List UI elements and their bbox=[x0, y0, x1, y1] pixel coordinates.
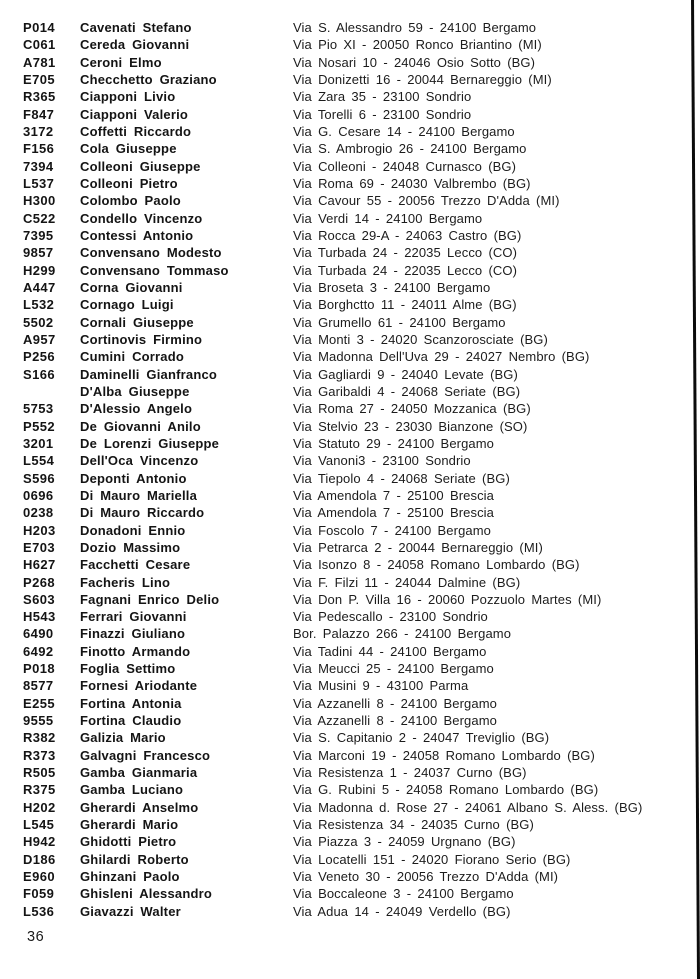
entry-address: Via Meucci 25 - 24100 Bergamo bbox=[293, 661, 494, 677]
entry-address: Via F. Filzi 11 - 24044 Dalmine (BG) bbox=[293, 574, 521, 590]
entry-name: De Giovanni Anilo bbox=[80, 418, 201, 434]
entry-name: De Lorenzi Giuseppe bbox=[80, 435, 220, 451]
entry-code: E705 bbox=[23, 71, 55, 87]
entry-address: Via Boccaleone 3 - 24100 Bergamo bbox=[293, 886, 514, 902]
entry-code: S596 bbox=[23, 470, 55, 486]
entry-code: C522 bbox=[23, 210, 56, 226]
entry-code: A781 bbox=[23, 54, 56, 70]
entry-code: P256 bbox=[23, 349, 55, 365]
entry-address: Via Borghctto 11 - 24011 Alme (BG) bbox=[293, 297, 517, 313]
entry-name: Coffetti Riccardo bbox=[80, 123, 192, 139]
entry-name: Ceroni Elmo bbox=[80, 54, 162, 70]
entry-name: Di Mauro Riccardo bbox=[80, 505, 205, 521]
entry-address: Via Rocca 29-A - 24063 Castro (BG) bbox=[293, 227, 522, 243]
entry-name: Dell'Oca Vincenzo bbox=[80, 453, 199, 469]
entry-address: Via Verdi 14 - 24100 Bergamo bbox=[293, 210, 483, 226]
entry-code: 6492 bbox=[23, 643, 54, 659]
entry-code: 5753 bbox=[23, 401, 54, 417]
entry-code: P552 bbox=[23, 418, 55, 434]
entry-address: Via Foscolo 7 - 24100 Bergamo bbox=[293, 522, 491, 538]
directory-row bbox=[23, 419, 690, 436]
entry-code: F059 bbox=[23, 886, 55, 902]
directory-row bbox=[23, 869, 690, 886]
entry-code: L537 bbox=[23, 175, 55, 191]
entry-address: Via Amendola 7 - 25100 Brescia bbox=[293, 505, 494, 521]
entry-name: Deponti Antonio bbox=[80, 470, 187, 486]
entry-name: Colleoni Giuseppe bbox=[80, 158, 201, 174]
entry-name: Gherardi Anselmo bbox=[80, 799, 199, 815]
entry-name: Foglia Settimo bbox=[80, 661, 176, 677]
entry-name: Fortina Claudio bbox=[80, 713, 182, 729]
directory-row bbox=[23, 696, 690, 713]
entry-address: Via Monti 3 - 24020 Scanzorosciate (BG) bbox=[293, 331, 548, 347]
entry-code: 6490 bbox=[23, 626, 54, 642]
entry-address: Via S. Capitanio 2 - 24047 Treviglio (BG) bbox=[293, 730, 550, 746]
directory-row bbox=[23, 263, 690, 280]
entry-name: Fornesi Ariodante bbox=[80, 678, 198, 694]
entry-address: Via Roma 69 - 24030 Valbrembo (BG) bbox=[293, 175, 531, 191]
entry-code: P018 bbox=[23, 661, 55, 677]
entry-address: Via Stelvio 23 - 23030 Bianzone (SO) bbox=[293, 418, 528, 434]
directory-row bbox=[23, 297, 690, 314]
entry-name: Facheris Lino bbox=[80, 574, 171, 590]
directory-row bbox=[23, 748, 690, 765]
entry-address: Via Veneto 30 - 20056 Trezzo D'Adda (MI) bbox=[293, 869, 559, 885]
directory-row bbox=[23, 401, 690, 418]
directory-row bbox=[23, 384, 690, 401]
entry-name: Cortinovis Firmino bbox=[80, 331, 203, 347]
entry-name: Cornali Giuseppe bbox=[80, 314, 194, 330]
entry-address: Via Tiepolo 4 - 24068 Seriate (BG) bbox=[293, 470, 510, 486]
entry-code: H942 bbox=[23, 834, 56, 850]
entry-address: Via Tadini 44 - 24100 Bergamo bbox=[293, 643, 487, 659]
entry-address: Via Turbada 24 - 22035 Lecco (CO) bbox=[293, 245, 518, 261]
entry-address: Via Roma 27 - 24050 Mozzanica (BG) bbox=[293, 401, 531, 417]
entry-name: Convensano Tommaso bbox=[80, 262, 229, 278]
entry-address: Via Garibaldi 4 - 24068 Seriate (BG) bbox=[293, 383, 521, 399]
directory-list bbox=[23, 20, 690, 921]
entry-name: Donadoni Ennio bbox=[80, 522, 186, 538]
entry-code: H627 bbox=[23, 557, 56, 573]
directory-row bbox=[23, 644, 690, 661]
directory-row bbox=[23, 124, 690, 141]
entry-name: Contessi Antonio bbox=[80, 227, 194, 243]
entry-address: Via Azzanelli 8 - 24100 Bergamo bbox=[293, 695, 497, 711]
entry-address: Via Resistenza 1 - 24037 Curno (BG) bbox=[293, 765, 527, 781]
directory-row bbox=[23, 678, 690, 695]
directory-row bbox=[23, 471, 690, 488]
entry-name: Corna Giovanni bbox=[80, 279, 183, 295]
entry-name: Ferrari Giovanni bbox=[80, 609, 187, 625]
entry-code: L545 bbox=[23, 817, 55, 833]
directory-row bbox=[23, 782, 690, 799]
entry-address: Via Adua 14 - 24049 Verdello (BG) bbox=[293, 903, 511, 919]
directory-row bbox=[23, 488, 690, 505]
directory-row bbox=[23, 55, 690, 72]
entry-name: Cola Giuseppe bbox=[80, 141, 177, 157]
directory-row bbox=[23, 211, 690, 228]
directory-row bbox=[23, 176, 690, 193]
directory-row bbox=[23, 280, 690, 297]
directory-row bbox=[23, 107, 690, 124]
directory-row bbox=[23, 523, 690, 540]
entry-code: A957 bbox=[23, 331, 56, 347]
directory-row bbox=[23, 540, 690, 557]
entry-code: 7395 bbox=[23, 227, 54, 243]
entry-name: Colombo Paolo bbox=[80, 193, 181, 209]
entry-address: Via Pedescallo - 23100 Sondrio bbox=[293, 609, 488, 625]
directory-row bbox=[23, 315, 690, 332]
entry-name: Fagnani Enrico Delio bbox=[80, 591, 220, 607]
entry-code: D186 bbox=[23, 851, 56, 867]
entry-address: Via Grumello 61 - 24100 Bergamo bbox=[293, 314, 506, 330]
entry-code: 7394 bbox=[23, 158, 54, 174]
entry-address: Via Isonzo 8 - 24058 Romano Lombardo (BG) bbox=[293, 557, 580, 573]
entry-code: S166 bbox=[23, 366, 55, 382]
entry-address: Via Cavour 55 - 20056 Trezzo D'Adda (MI) bbox=[293, 193, 560, 209]
entry-code: 9555 bbox=[23, 713, 54, 729]
entry-code: R365 bbox=[23, 89, 56, 105]
entry-name: Cavenati Stefano bbox=[80, 20, 192, 35]
entry-address: Via S. Alessandro 59 - 24100 Bergamo bbox=[293, 20, 537, 35]
entry-name: Finotto Armando bbox=[80, 643, 191, 659]
entry-address: Via Statuto 29 - 24100 Bergamo bbox=[293, 435, 494, 451]
entry-name: Daminelli Gianfranco bbox=[80, 366, 218, 382]
entry-name: Colleoni Pietro bbox=[80, 175, 178, 191]
entry-address: Via Marconi 19 - 24058 Romano Lombardo (BG) bbox=[293, 747, 595, 763]
entry-code: H299 bbox=[23, 262, 56, 278]
entry-name: D'Alba Giuseppe bbox=[80, 383, 190, 399]
entry-name: Ghidotti Pietro bbox=[80, 834, 177, 850]
entry-code: C061 bbox=[23, 37, 56, 53]
entry-code: 9857 bbox=[23, 245, 54, 261]
directory-row bbox=[23, 193, 690, 210]
entry-name: Convensano Modesto bbox=[80, 245, 222, 261]
entry-address: Via Gagliardi 9 - 24040 Levate (BG) bbox=[293, 366, 518, 382]
directory-row bbox=[23, 852, 690, 869]
entry-name: Ghisleni Alessandro bbox=[80, 886, 213, 902]
entry-name: Ciapponi Livio bbox=[80, 89, 176, 105]
entry-address: Via Vanoni3 - 23100 Sondrio bbox=[293, 453, 471, 469]
entry-code: L554 bbox=[23, 453, 55, 469]
directory-row bbox=[23, 817, 690, 834]
entry-address: Bor. Palazzo 266 - 24100 Bergamo bbox=[293, 626, 512, 642]
directory-row bbox=[23, 730, 690, 747]
entry-address: Via Nosari 10 - 24046 Osio Sotto (BG) bbox=[293, 54, 536, 70]
entry-code: R375 bbox=[23, 782, 56, 798]
entry-code: H202 bbox=[23, 799, 56, 815]
directory-row bbox=[23, 575, 690, 592]
entry-address: Via Zara 35 - 23100 Sondrio bbox=[293, 89, 472, 105]
entry-name: Cereda Giovanni bbox=[80, 37, 190, 53]
entry-address: Via Madonna d. Rose 27 - 24061 Albano S. Aless. (BG) bbox=[293, 799, 643, 815]
entry-address: Via Resistenza 34 - 24035 Curno (BG) bbox=[293, 817, 534, 833]
entry-code: S603 bbox=[23, 591, 55, 607]
entry-name: Gamba Luciano bbox=[80, 782, 184, 798]
entry-name: Ghilardi Roberto bbox=[80, 851, 189, 867]
entry-address: Via Musini 9 - 43100 Parma bbox=[293, 678, 469, 694]
entry-code: 8577 bbox=[23, 678, 54, 694]
directory-row bbox=[23, 609, 690, 626]
entry-address: Via Piazza 3 - 24059 Urgnano (BG) bbox=[293, 834, 516, 850]
entry-name: Fortina Antonia bbox=[80, 695, 182, 711]
entry-code: 3172 bbox=[23, 123, 54, 139]
scan-edge-artifact bbox=[691, 0, 700, 979]
entry-address: Via Colleoni - 24048 Curnasco (BG) bbox=[293, 158, 517, 174]
directory-row bbox=[23, 367, 690, 384]
directory-row bbox=[23, 349, 690, 366]
entry-code: E703 bbox=[23, 539, 55, 555]
entry-code: 0238 bbox=[23, 505, 54, 521]
directory-row bbox=[23, 800, 690, 817]
entry-code: P014 bbox=[23, 20, 55, 35]
entry-code: R382 bbox=[23, 730, 56, 746]
entry-name: Gherardi Mario bbox=[80, 817, 179, 833]
entry-address: Via Torelli 6 - 23100 Sondrio bbox=[293, 106, 472, 122]
entry-address: Via Donizetti 16 - 20044 Bernareggio (MI) bbox=[293, 71, 552, 87]
directory-row bbox=[23, 505, 690, 522]
directory-row bbox=[23, 141, 690, 158]
entry-code: 5502 bbox=[23, 314, 54, 330]
directory-row bbox=[23, 332, 690, 349]
directory-row bbox=[23, 245, 690, 262]
entry-name: Giavazzi Walter bbox=[80, 903, 181, 919]
entry-address: Via G. Rubini 5 - 24058 Romano Lombardo (BG) bbox=[293, 782, 599, 798]
entry-address: Via Azzanelli 8 - 24100 Bergamo bbox=[293, 713, 497, 729]
entry-code: 0696 bbox=[23, 487, 54, 503]
entry-name: Condello Vincenzo bbox=[80, 210, 203, 226]
entry-name: Checchetto Graziano bbox=[80, 71, 217, 87]
directory-row bbox=[23, 453, 690, 470]
entry-code: P268 bbox=[23, 574, 55, 590]
directory-row bbox=[23, 436, 690, 453]
entry-address: Via Amendola 7 - 25100 Brescia bbox=[293, 487, 494, 503]
directory-row bbox=[23, 228, 690, 245]
entry-name: Galvagni Francesco bbox=[80, 747, 211, 763]
entry-address: Via Don P. Villa 16 - 20060 Pozzuolo Martes (MI) bbox=[293, 591, 602, 607]
entry-name: Facchetti Cesare bbox=[80, 557, 191, 573]
entry-name: Ciapponi Valerio bbox=[80, 106, 189, 122]
entry-name: Galizia Mario bbox=[80, 730, 166, 746]
directory-row bbox=[23, 20, 690, 37]
entry-code: L536 bbox=[23, 903, 55, 919]
entry-code: E960 bbox=[23, 869, 55, 885]
directory-row bbox=[23, 89, 690, 106]
entry-code: A447 bbox=[23, 279, 56, 295]
entry-code: R505 bbox=[23, 765, 56, 781]
directory-row bbox=[23, 904, 690, 921]
entry-code: H203 bbox=[23, 522, 56, 538]
entry-code: F847 bbox=[23, 106, 55, 122]
entry-code: F156 bbox=[23, 141, 55, 157]
entry-address: Via Locatelli 151 - 24020 Fiorano Serio (BG) bbox=[293, 851, 571, 867]
entry-address: Via Turbada 24 - 22035 Lecco (CO) bbox=[293, 262, 518, 278]
entry-code: 3201 bbox=[23, 435, 54, 451]
entry-name: Ghinzani Paolo bbox=[80, 869, 180, 885]
entry-code: L532 bbox=[23, 297, 55, 313]
directory-row bbox=[23, 592, 690, 609]
page-number: 36 bbox=[27, 929, 45, 945]
directory-row bbox=[23, 159, 690, 176]
directory-row bbox=[23, 713, 690, 730]
directory-row bbox=[23, 765, 690, 782]
entry-address: Via Pio XI - 20050 Ronco Briantino (MI) bbox=[293, 37, 542, 53]
entry-address: Via Broseta 3 - 24100 Bergamo bbox=[293, 279, 491, 295]
entry-name: Gamba Gianmaria bbox=[80, 765, 198, 781]
entry-name: Finazzi Giuliano bbox=[80, 626, 186, 642]
directory-row bbox=[23, 834, 690, 851]
entry-address: Via Madonna Dell'Uva 29 - 24027 Nembro (BG) bbox=[293, 349, 590, 365]
entry-address: Via G. Cesare 14 - 24100 Bergamo bbox=[293, 123, 515, 139]
entry-name: Dozio Massimo bbox=[80, 539, 181, 555]
directory-row bbox=[23, 626, 690, 643]
directory-row bbox=[23, 886, 690, 903]
entry-code: R373 bbox=[23, 747, 56, 763]
entry-name: D'Alessio Angelo bbox=[80, 401, 193, 417]
entry-code: H543 bbox=[23, 609, 56, 625]
directory-row bbox=[23, 661, 690, 678]
entry-name: Di Mauro Mariella bbox=[80, 487, 198, 503]
directory-row bbox=[23, 37, 690, 54]
entry-name: Cumini Corrado bbox=[80, 349, 185, 365]
entry-code: E255 bbox=[23, 695, 55, 711]
entry-code: H300 bbox=[23, 193, 56, 209]
directory-row bbox=[23, 72, 690, 89]
entry-address: Via S. Ambrogio 26 - 24100 Bergamo bbox=[293, 141, 527, 157]
entry-name: Cornago Luigi bbox=[80, 297, 174, 313]
entry-address: Via Petrarca 2 - 20044 Bernareggio (MI) bbox=[293, 539, 543, 555]
directory-row bbox=[23, 557, 690, 574]
